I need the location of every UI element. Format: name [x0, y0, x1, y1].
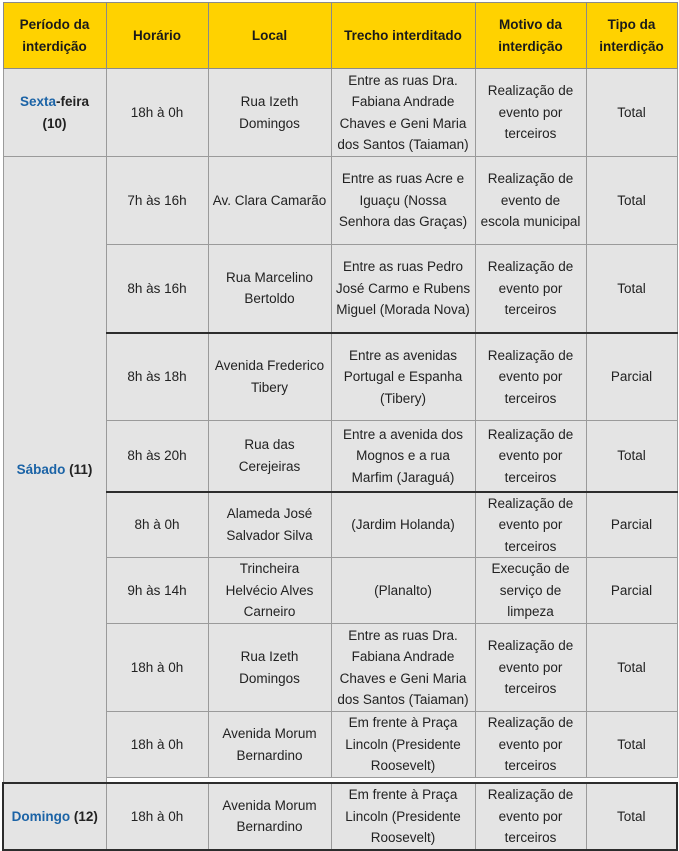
cell-tipo: Total — [586, 157, 677, 245]
cell-local: Avenida Frederico Tibery — [208, 333, 331, 421]
cell-local: Rua das Cerejeiras — [208, 421, 331, 492]
header-trecho: Trecho interditado — [331, 3, 475, 69]
header-local: Local — [208, 3, 331, 69]
day-cell-sexta — [3, 69, 106, 157]
cell-local: Avenida Morum Bernardino — [208, 712, 331, 778]
cell-motivo: Realização de evento por terceiros — [475, 492, 586, 558]
cell-horario: 8h à 0h — [106, 492, 208, 558]
header-tipo: Tipo da interdição — [586, 3, 677, 69]
cell-horario: 9h às 14h — [106, 558, 208, 624]
cell-tipo: Total — [586, 624, 677, 712]
cell-local: Av. Clara Camarão — [208, 157, 331, 245]
cell-trecho: Em frente à Praça Lincoln (Presidente Roosevelt) — [331, 783, 475, 850]
cell-horario: 18h à 0h — [106, 712, 208, 778]
cell-tipo: Total — [586, 69, 677, 157]
cell-trecho: Entre a avenida dos Mognos e a rua Marfim (Jaraguá) — [331, 421, 475, 492]
day-number-sexta: (10) — [42, 115, 67, 131]
cell-horario: 8h às 20h — [106, 421, 208, 492]
cell-local: Rua Izeth Domingos — [208, 624, 331, 712]
cell-motivo: Realização de evento por terceiros — [475, 783, 586, 850]
day-cell-sabado — [3, 157, 106, 784]
cell-motivo: Realização de evento por terceiros — [475, 712, 586, 778]
cell-tipo: Total — [586, 712, 677, 778]
header-row — [3, 3, 677, 69]
cell-trecho: (Jardim Holanda) — [331, 492, 475, 558]
day-link-domingo[interactable]: Domingo — [11, 808, 71, 824]
interdictions-table — [2, 2, 677, 851]
cell-horario: 18h à 0h — [106, 624, 208, 712]
table-row — [3, 783, 677, 850]
cell-trecho: Em frente à Praça Lincoln (Presidente Roosevelt) — [331, 712, 475, 778]
cell-local: Avenida Morum Bernardino — [208, 783, 331, 850]
day-number-domingo: (12) — [73, 808, 98, 824]
cell-tipo: Total — [586, 245, 677, 333]
cell-motivo: Realização de evento por terceiros — [475, 245, 586, 333]
day-suffix-sexta: -feira — [56, 94, 90, 109]
cell-motivo: Realização de evento por terceiros — [475, 421, 586, 492]
header-horario: Horário — [106, 3, 208, 69]
cell-trecho: Entre as ruas Acre e Iguaçu (Nossa Senhora das Graças) — [331, 157, 475, 245]
cell-motivo: Realização de evento de escola municipal — [475, 157, 586, 245]
cell-motivo: Execução de serviço de limpeza — [475, 558, 586, 624]
cell-motivo: Realização de evento por terceiros — [475, 69, 586, 157]
table-row — [3, 69, 677, 157]
cell-local: Trincheira Helvécio Alves Carneiro — [208, 558, 331, 624]
cell-tipo: Parcial — [586, 492, 677, 558]
cell-tipo: Parcial — [586, 333, 677, 421]
cell-local: Alameda José Salvador Silva — [208, 492, 331, 558]
cell-horario: 18h à 0h — [106, 69, 208, 157]
cell-horario: 8h às 18h — [106, 333, 208, 421]
cell-motivo: Realização de evento por terceiros — [475, 333, 586, 421]
cell-horario: 7h às 16h — [106, 157, 208, 245]
day-number-sabado: (11) — [69, 461, 93, 477]
cell-trecho: Entre as avenidas Portugal e Espanha (Tibery) — [331, 333, 475, 421]
cell-trecho: Entre as ruas Pedro José Carmo e Rubens Miguel (Morada Nova) — [331, 245, 475, 333]
day-link-sexta[interactable]: Sexta — [19, 94, 56, 109]
cell-trecho: Entre as ruas Dra. Fabiana Andrade Chaves e Geni Maria dos Santos (Taiaman) — [331, 624, 475, 712]
cell-horario: 18h à 0h — [106, 783, 208, 850]
cell-tipo: Total — [586, 421, 677, 492]
cell-motivo: Realização de evento por terceiros — [475, 624, 586, 712]
table-row — [3, 157, 677, 245]
cell-tipo: Total — [586, 783, 677, 850]
cell-trecho: Entre as ruas Dra. Fabiana Andrade Chaves e Geni Maria dos Santos (Taiaman) — [331, 69, 475, 157]
cell-tipo: Parcial — [586, 558, 677, 624]
day-link-sabado[interactable]: Sábado — [16, 461, 66, 477]
header-motivo: Motivo da interdição — [475, 3, 586, 69]
day-cell-domingo — [3, 783, 106, 850]
cell-local: Rua Marcelino Bertoldo — [208, 245, 331, 333]
cell-horario: 8h às 16h — [106, 245, 208, 333]
header-periodo: Período da interdição — [3, 3, 106, 69]
cell-local: Rua Izeth Domingos — [208, 69, 331, 157]
cell-trecho: (Planalto) — [331, 558, 475, 624]
